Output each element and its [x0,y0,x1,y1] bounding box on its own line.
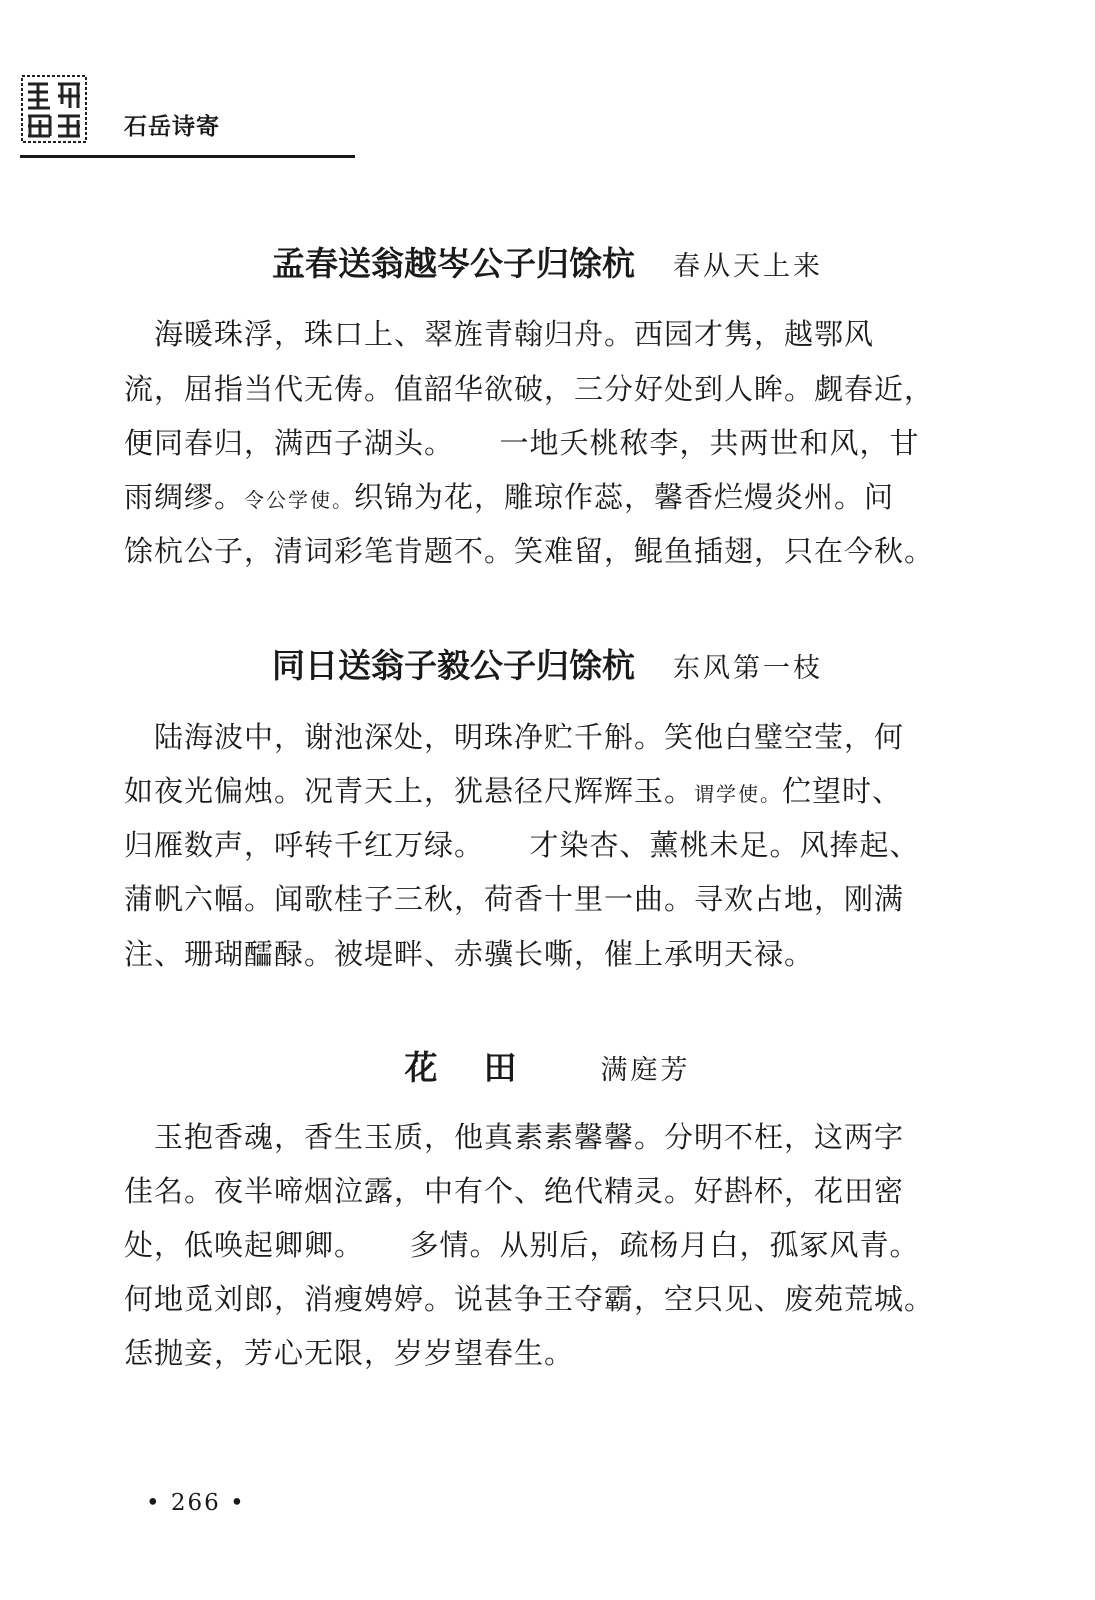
poem-title-text: 同日送翁子毅公子归馀杭 [272,646,635,685]
poem-line: 归雁数声，呼转千红万绿。 才染杏、薰桃未足。风捧起、 [124,828,920,862]
poem-line: 蒲帆六幅。闻歌桂子三秋，荷香十里一曲。寻欢占地，刚满 [124,882,905,916]
header-rule [20,155,355,158]
poem-line: 如夜光偏烛。况青天上，犹悬径尺辉辉玉。谓学使。伫望时、 [124,774,903,808]
poem-line: 处，低唤起卿卿。 多情。从别后，疏杨月白，孤冢风青。 [124,1228,920,1262]
poem-line: 便同春归，满西子湖头。 一地夭桃秾李，共两世和风，甘 [124,426,920,460]
poem-title [0,238,1095,285]
poem-title-text: 花田 [404,1048,563,1087]
poem-line: 佳名。夜半啼烟泣露，中有个、绝代精灵。好斟杯，花田密 [124,1174,905,1208]
poem-title [0,640,1095,687]
poem-line: 雨绸缪。令公学使。织锦为花，雕琼作蕊，馨香烂熳炎州。问 [124,480,895,514]
poem-line: 恁抛妾，芳心无限，岁岁望春生。 [124,1336,575,1370]
poem-line: 海暖珠浮，珠口上、翠旌青翰归舟。西园才隽，越鄂风 [124,317,875,351]
poem-line: 玉抱香魂，香生玉质，他真素素馨馨。分明不枉，这两字 [124,1120,905,1154]
annotation-note: 谓学使。 [694,782,783,806]
annotation-note: 令公学使。 [244,488,355,512]
poem-line: 馀杭公子，清词彩笔肯题不。笑难留，鲲鱼插翅，只在今秋。 [124,534,935,568]
tune-name: 春从天上来 [673,251,823,282]
poem-line: 流，屈指当代无俦。值韶华欲破，三分好处到人眸。觑春近， [124,372,935,406]
tune-name: 东风第一枝 [673,653,823,684]
page-number: • 266 • [146,1490,246,1516]
poem-line: 何地觅刘郎，消瘦娉婷。说甚争王夺霸，空只见、废苑荒城。 [124,1282,935,1316]
poem-title [0,1042,1095,1089]
seal-stamp-icon [20,74,88,144]
poem-line: 注、珊瑚醽醁。被堤畔、赤骥长嘶，催上承明天禄。 [124,937,815,971]
poem-title-text: 孟春送翁越岑公子归馀杭 [272,244,635,283]
tune-name: 满庭芳 [600,1055,691,1086]
poem-line: 陆海波中，谢池深处，明珠净贮千斛。笑他白璧空莹，何 [124,720,905,754]
book-title: 石岳诗寄 [124,114,220,140]
